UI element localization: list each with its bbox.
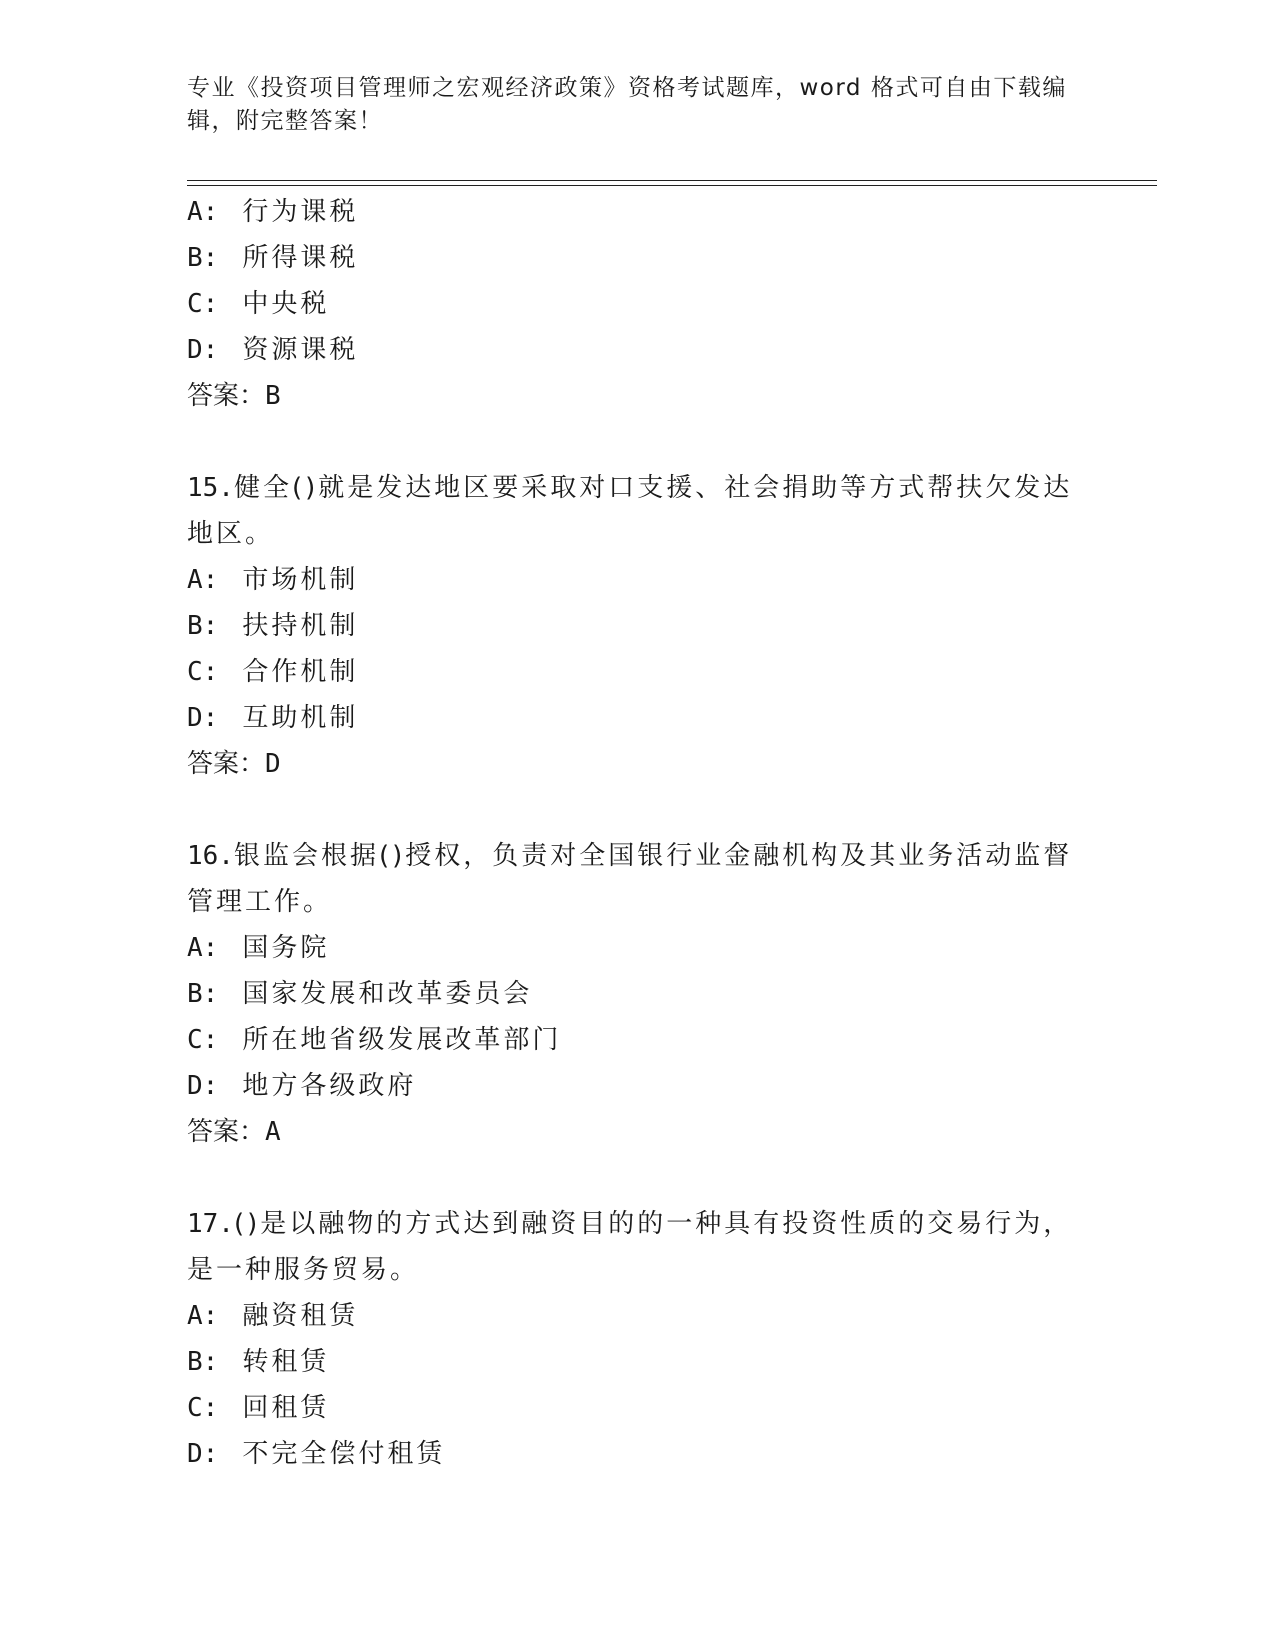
option-d: D: 地方各级政府	[187, 1071, 417, 1101]
option-a: A: 行为课税	[187, 197, 359, 227]
option-c: C: 合作机制	[187, 657, 359, 687]
header-text-line-1: 专业《投资项目管理师之宏观经济政策》资格考试题库，word 格式可自由下载编	[187, 75, 1067, 101]
answer-label: 答案：	[187, 749, 266, 779]
option-b: B: 扶持机制	[187, 611, 359, 641]
answer-line	[187, 373, 1087, 419]
option-a: A: 国务院	[187, 933, 330, 963]
answer-line	[187, 741, 1087, 787]
question-stem-continued: 管理工作。	[187, 887, 333, 917]
answer-value: A	[265, 1117, 281, 1147]
header-text-line-2: 辑，附完整答案！	[187, 108, 383, 134]
question-stem: 17.()是以融物的方式达到融资目的的一种具有投资性质的交易行为，	[187, 1209, 1073, 1239]
option-b: B: 所得课税	[187, 243, 359, 273]
option-a: A: 市场机制	[187, 565, 359, 595]
question-block-15	[187, 465, 1087, 787]
option-c: C: 中央税	[187, 289, 330, 319]
answer-label: 答案：	[187, 1117, 266, 1147]
question-stem: 15.健全()就是发达地区要采取对口支援、社会捐助等方式帮扶欠发达	[187, 473, 1073, 503]
option-d: D: 不完全偿付租赁	[187, 1439, 446, 1469]
question-number: 15.	[187, 473, 234, 503]
answer-value: D	[265, 749, 281, 779]
option-c: C: 所在地省级发展改革部门	[187, 1025, 562, 1055]
option-b: B: 转租赁	[187, 1347, 330, 1377]
answer-line	[187, 1109, 1087, 1155]
option-d: D: 互助机制	[187, 703, 359, 733]
question-block-16	[187, 833, 1087, 1155]
question-number: 16.	[187, 841, 234, 871]
question-stem-continued: 是一种服务贸易。	[187, 1255, 420, 1285]
option-d: D: 资源课税	[187, 335, 359, 365]
page-header	[187, 72, 1067, 138]
question-stem-continued: 地区。	[187, 519, 275, 549]
question-block-continued	[187, 189, 1087, 419]
answer-value: B	[265, 381, 281, 411]
option-a: A: 融资租赁	[187, 1301, 359, 1331]
question-block-17	[187, 1201, 1087, 1477]
option-c: C: 回租赁	[187, 1393, 330, 1423]
answer-label: 答案：	[187, 381, 266, 411]
header-divider	[187, 180, 1157, 186]
question-stem: 16.银监会根据()授权，负责对全国银行业金融机构及其业务活动监督	[187, 841, 1073, 871]
option-b: B: 国家发展和改革委员会	[187, 979, 533, 1009]
question-number: 17.	[187, 1209, 234, 1239]
document-body	[187, 189, 1087, 1477]
